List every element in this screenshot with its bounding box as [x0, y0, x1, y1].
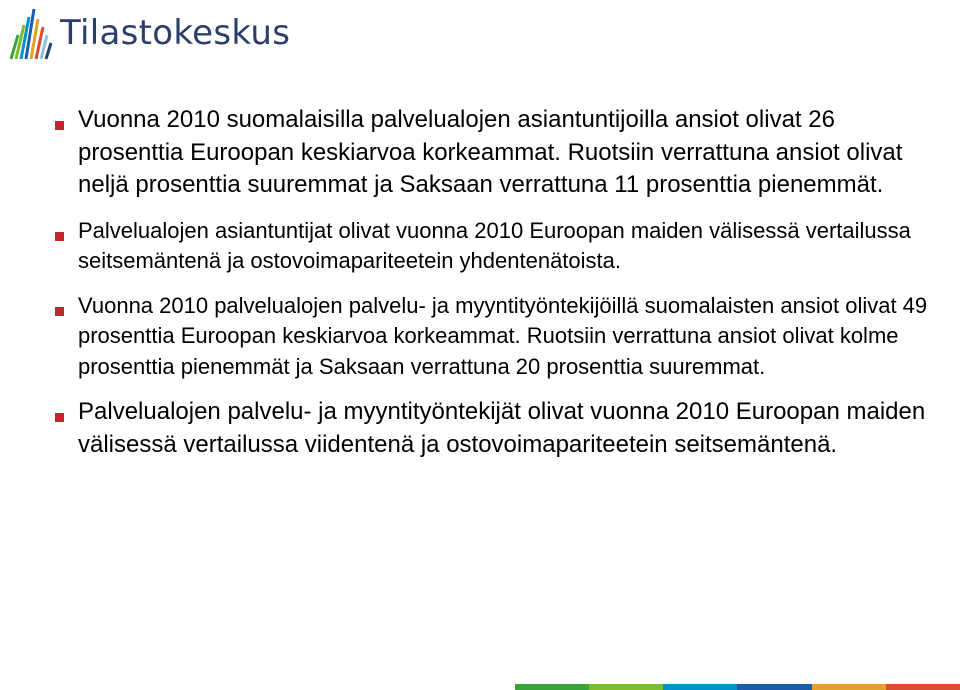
- tilastokeskus-logo: [8, 5, 290, 61]
- square-bullet-icon: [55, 307, 64, 316]
- bullet-text: Palvelualojen asiantuntijat olivat vuonna 2010 Euroopan maiden välisessä vertailussa seitsemäntenä ja ostovoimapariteetein yhdentenätoista.: [78, 217, 911, 273]
- footer-segment: [663, 684, 737, 690]
- bullet-text: Vuonna 2010 suomalaisilla palvelualojen asiantuntijoilla ansiot olivat 26 prosenttia Euroopan keskiarvoa korkeammat. Ruotsiin verrattuna ansiot olivat neljä prosenttia suuremmat ja Saksaan verrattuna 11 prosenttia pienemmät.: [78, 106, 903, 198]
- footer-segment: [886, 684, 960, 690]
- square-bullet-icon: [55, 413, 64, 422]
- logo-stripes-icon: [8, 5, 54, 61]
- footer-segment: [515, 684, 589, 690]
- bullet-item: [55, 396, 935, 461]
- square-bullet-icon: [55, 121, 64, 130]
- bullet-item: [55, 291, 935, 383]
- footer-segment: [589, 684, 663, 690]
- logo-text: Tilastokeskus: [60, 13, 291, 53]
- footer-segment: [737, 684, 811, 690]
- square-bullet-icon: [55, 232, 64, 241]
- bullet-item: [55, 216, 935, 277]
- bullet-list: [55, 104, 935, 475]
- bullet-text: Vuonna 2010 palvelualojen palvelu- ja myyntityöntekijöillä suomalaisten ansiot olivat 49 prosenttia Euroopan keskiarvoa korkeammat. Ruotsiin verrattuna ansiot olivat kolme prosenttia pienemmät ja Saksaan verrattuna 20 prosenttia suuremmat.: [78, 292, 928, 379]
- bullet-text: Palvelualojen palvelu- ja myyntityöntekijät olivat vuonna 2010 Euroopan maiden välisessä vertailussa viidentenä ja ostovoimapariteetein seitsemäntenä.: [78, 398, 926, 458]
- bullet-item: [55, 104, 935, 202]
- footer-color-bar: [515, 684, 960, 690]
- footer-segment: [812, 684, 886, 690]
